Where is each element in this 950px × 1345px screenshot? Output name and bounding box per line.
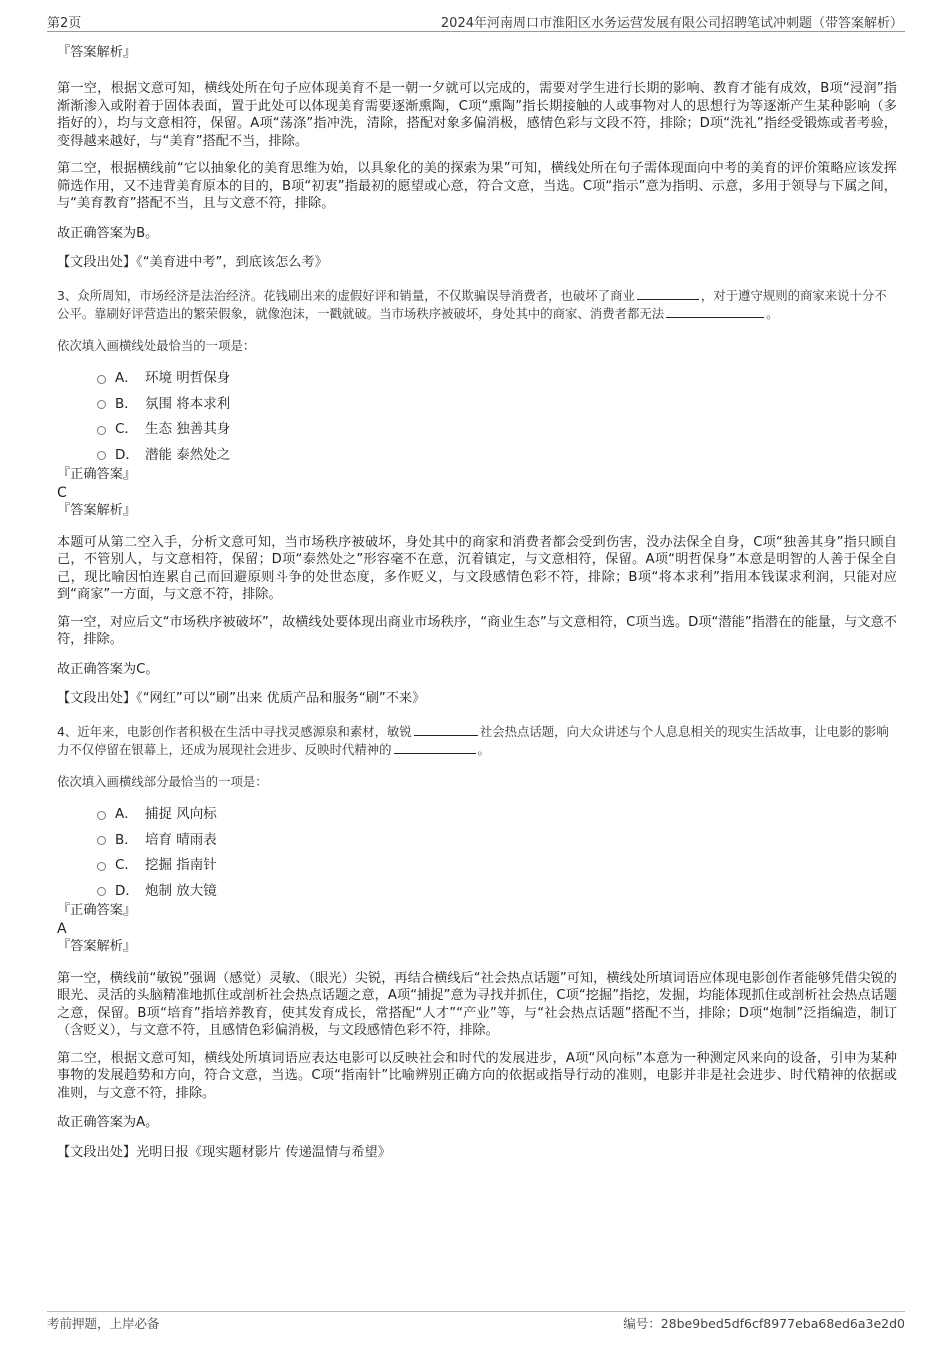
question-3-stem: 3、众所周知，市场经济是法治经济。花钱刷出来的虚假好评和销量，不仅欺骗误导消费者，也破坏了商业 ，对于遵守规则的商家来说十分不公平。靠刷好评营造出的繁荣假象，就像泡沫，一戳就破。当市场秩序被破坏，身处其中的商家、消费者都无法 。: [57, 287, 887, 321]
question-prompt: 依次填入画横线处最恰当的一项是：: [57, 337, 256, 353]
conclusion: 故正确答案为B。: [57, 225, 159, 241]
correct-answer: C: [57, 484, 67, 501]
source-citation: 【文段出处】光明日报《现实题材影片 传递温情与希望》: [57, 1144, 391, 1160]
radio-icon[interactable]: [97, 836, 106, 845]
footer-divider: [47, 1311, 905, 1312]
question-4-options: [97, 800, 897, 902]
radio-icon[interactable]: [97, 426, 106, 435]
main-content: [57, 44, 897, 1161]
correct-answer-label: 『正确答案』: [57, 466, 137, 482]
correct-answer: A: [57, 920, 67, 937]
option-b[interactable]: B． 氛围 将本求利: [97, 389, 897, 415]
radio-icon[interactable]: [97, 862, 106, 871]
radio-icon[interactable]: [97, 451, 106, 460]
page-number: 第2页: [47, 16, 82, 31]
analysis-paragraph: 第一空，横线前“敏锐”强调（感觉）灵敏、（眼光）尖锐，再结合横线后“社会热点话题”可知，横线处所填词语应体现电影创作者能够凭借尖锐的眼光、灵活的头脑精准地抓住或剖析社会热点话题之意，A项“捕捉”意为寻找并抓住，C项“挖掘”指挖，发掘，均能体现抓住或剖析社会热点话题之意，保留。B项“培育”指培养教育，使其发育成长，常搭配“人才”“产业”等，与“社会热点话题”搭配不当，排除；D项“炮制”泛指编造，制订（含贬义），与文意不符，且感情色彩偏消极，与文段感情色彩不符，排除。: [57, 970, 897, 1038]
analysis-paragraph: 本题可从第二空入手，分析文意可知，当市场秩序被破坏，身处其中的商家和消费者都会受到伤害，没办法保全自身，C项“独善其身”指只顾自己，不管别人，与文意相符，保留；D项“泰然处之”形容毫不在意，沉着镇定，与文意相符，保留。A项“明哲保身”本意是明智的人善于保全自己，现比喻因怕连累自己而回避原则斗争的处世态度，多作贬义，与文段感情色彩不符，排除；B项“将本求利”指用本钱谋求利润，只能对应到“商家”一方面，与文意不符，排除。: [57, 534, 897, 602]
analysis-paragraph: 第二空，根据横线前“它以抽象化的美育思维为始，以具象化的美的探索为果”可知，横线处所在句子需体现面向中考的美育的评价策略应该发挥筛选作用，又不违背美育原本的目的，B项“初衷”指最初的愿望或心意，符合文意，当选。C项“指示”意为指明、示意，多用于领导与下属之间，与“美育教育”搭配不当，且与文意不符，排除。: [57, 161, 897, 211]
option-c[interactable]: C． 生态 独善其身: [97, 415, 897, 441]
answer-blank: [666, 305, 764, 318]
radio-icon[interactable]: [97, 400, 106, 409]
page-header: [47, 12, 903, 32]
answer-blank: [637, 287, 699, 300]
answer-blank: [394, 741, 476, 754]
option-b[interactable]: B． 培育 晴雨表: [97, 825, 897, 851]
radio-icon[interactable]: [97, 887, 106, 896]
option-a[interactable]: A． 捕捉 风向标: [97, 800, 897, 826]
source-citation: 【文段出处】《“网红”可以“刷”出来 优质产品和服务“刷”不来》: [57, 691, 426, 706]
source-citation: 【文段出处】《“美育进中考”，到底该怎么考》: [57, 255, 328, 270]
document-id: 编号：28be9bed5df6cf8977eba68ed6a3e2d0: [623, 1316, 905, 1331]
option-a[interactable]: A． 环境 明哲保身: [97, 364, 897, 390]
header-divider: [47, 31, 905, 32]
analysis-label: 『答案解析』: [57, 938, 137, 954]
option-d[interactable]: D． 潜能 泰然处之: [97, 440, 897, 466]
analysis-paragraph: 第二空，根据文意可知，横线处所填词语应表达电影可以反映社会和时代的发展进步，A项“风向标”本意为一种测定风来向的设备，引申为某种事物的发展趋势和方向，符合文意，当选。C项“指南针”比喻辨别正确方向的依据或指导行动的准则，电影并非是社会进步、时代精神的依据或准则，与文意不符，排除。: [57, 1050, 897, 1101]
question-prompt: 依次填入画横线部分最恰当的一项是：: [57, 773, 268, 789]
option-d[interactable]: D． 炮制 放大镜: [97, 876, 897, 902]
question-4-stem: 4、近年来，电影创作者积极在生活中寻找灵感源泉和素材，敏锐 社会热点话题，向大众讲述与个人息息相关的现实生活故事，让电影的影响力不仅停留在银幕上，还成为展现社会进步、反映时代精神的 。: [57, 723, 889, 757]
answer-blank: [414, 723, 478, 736]
analysis-paragraph: 第一空，根据文意可知，横线处所在句子应体现美育不是一朝一夕就可以完成的，需要对学生进行长期的影响、教育才能有成效，B项“浸润”指渐渐渗入或附着于固体表面，置于此处可以体现美育需要逐渐熏陶，C项“熏陶”指长期接触的人或事物对人的思想行为等逐渐产生某种影响（多指好的），均与文意相符，保留。A项“荡涤”指冲洗，清除，搭配对象多偏消极，感情色彩与文段不符，排除；D项“洗礼”指经受锻炼或者考验，变得越来越好，与“美育”搭配不当，排除。: [57, 81, 897, 149]
radio-icon[interactable]: [97, 811, 106, 820]
radio-icon[interactable]: [97, 375, 106, 384]
correct-answer-label: 『正确答案』: [57, 902, 137, 918]
option-c[interactable]: C． 挖掘 指南针: [97, 851, 897, 877]
analysis-label: 『答案解析』: [57, 502, 137, 518]
document-title: 2024年河南周口市淮阳区水务运营发展有限公司招聘笔试冲刺题（带答案解析）: [440, 16, 903, 31]
question-3-options: [97, 364, 897, 466]
analysis-paragraph: 第一空，对应后文“市场秩序被破坏”，故横线处要体现出商业市场秩序，“商业生态”与文意相符，C项当选。D项“潜能”指潜在的能量，与文意不符，排除。: [57, 614, 897, 647]
conclusion: 故正确答案为A。: [57, 1115, 159, 1130]
footer-slogan: 考前押题，上岸必备: [47, 1316, 160, 1331]
analysis-label: 『答案解析』: [57, 45, 137, 60]
conclusion: 故正确答案为C。: [57, 661, 159, 677]
